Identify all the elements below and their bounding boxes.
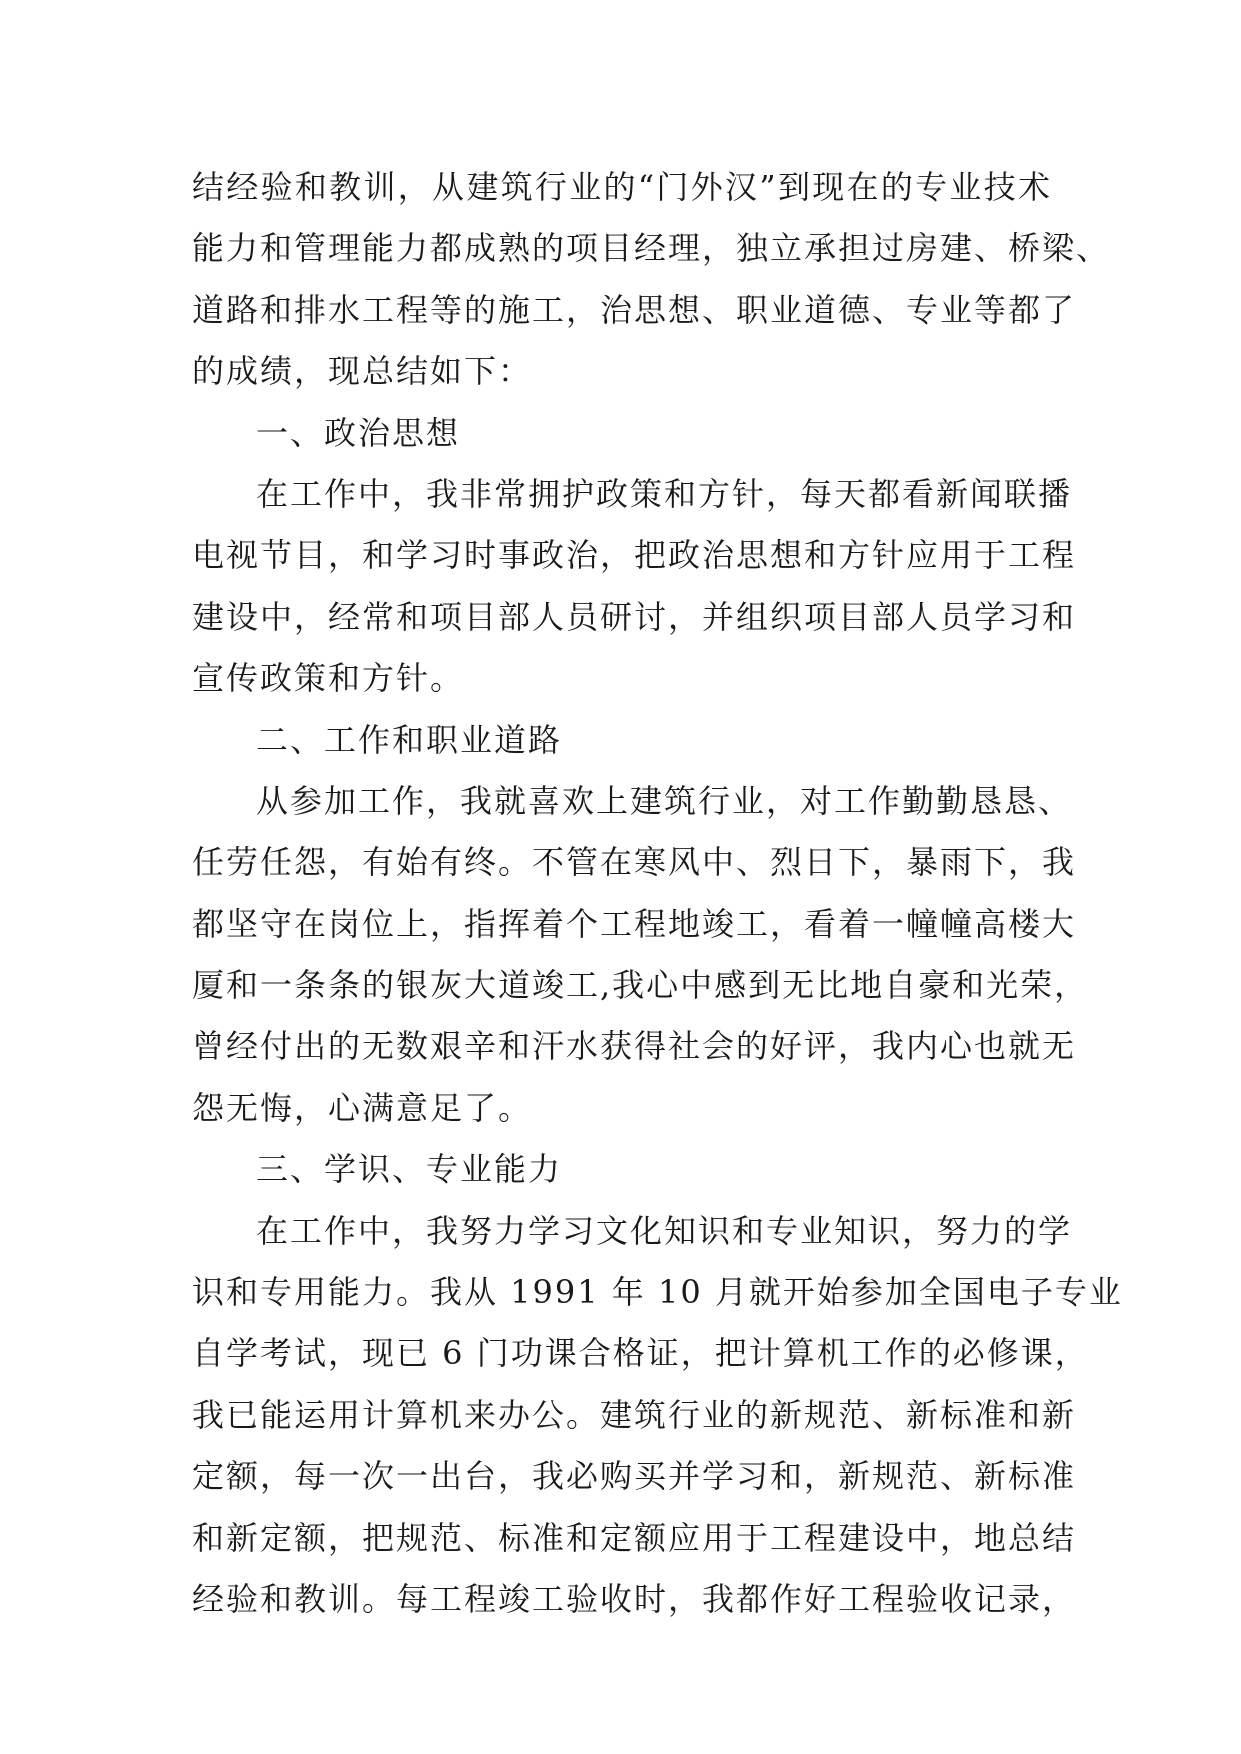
paragraph-line: 建设中，经常和项目部人员研讨，并组织项目部人员学习和 — [192, 597, 1077, 636]
paragraph-line: 经验和教训。每工程竣工验收时，我都作好工程验收记录， — [192, 1579, 1077, 1618]
paragraph-line: 自学考试，现已 6 门功课合格证，把计算机工作的必修课， — [192, 1334, 1089, 1373]
paragraph-line: 厦和一条条的银灰大道竣工,我心中感到无比地自豪和光荣， — [192, 966, 1089, 1005]
paragraph-line: 宣传政策和方针。 — [192, 659, 465, 698]
paragraph-line: 和新定额，把规范、标准和定额应用于工程建设中，地总结 — [192, 1518, 1077, 1557]
paragraph-line: 能力和管理能力都成熟的项目经理，独立承担过房建、桥梁、 — [192, 229, 1111, 268]
paragraph-line: 的成绩，现总结如下： — [192, 352, 533, 391]
section-heading: 三、学识、专业能力 — [256, 1150, 563, 1189]
section-heading: 二、工作和职业道路 — [256, 720, 563, 759]
paragraph-line: 从参加工作，我就喜欢上建筑行业，对工作勤勤恳恳、 — [256, 781, 1073, 820]
paragraph-line: 曾经付出的无数艰辛和汗水获得社会的好评，我内心也就无 — [192, 1027, 1077, 1066]
paragraph-line: 任劳任怨，有始有终。不管在寒风中、烈日下，暴雨下，我 — [192, 843, 1077, 882]
paragraph-line: 电视节目，和学习时事政治，把政治思想和方针应用于工程 — [192, 536, 1077, 575]
document-body — [192, 157, 1123, 1630]
paragraph-line: 我已能运用计算机来办公。建筑行业的新规范、新标准和新 — [192, 1395, 1077, 1434]
paragraph-line: 定额，每一次一出台，我必购买并学习和，新规范、新标准 — [192, 1457, 1077, 1496]
paragraph-line: 都坚守在岗位上，指挥着个工程地竣工，看着一幢幢高楼大 — [192, 904, 1077, 943]
section-heading: 一、政治思想 — [256, 413, 461, 452]
paragraph-line: 识和专用能力。我从 1991 年 10 月就开始参加全国电子专业 — [192, 1273, 1123, 1312]
paragraph-line: 在工作中，我努力学习文化知识和专业知识，努力的学 — [256, 1211, 1073, 1250]
paragraph-line: 怨无悔，心满意足了。 — [192, 1088, 533, 1127]
paragraph-line: 在工作中，我非常拥护政策和方针，每天都看新闻联播 — [256, 474, 1073, 513]
paragraph-line: 道路和排水工程等的施工，治思想、职业道德、专业等都了 — [192, 290, 1077, 329]
paragraph-line: 结经验和教训，从建筑行业的“门外汉”到现在的专业技术 — [192, 168, 1052, 206]
